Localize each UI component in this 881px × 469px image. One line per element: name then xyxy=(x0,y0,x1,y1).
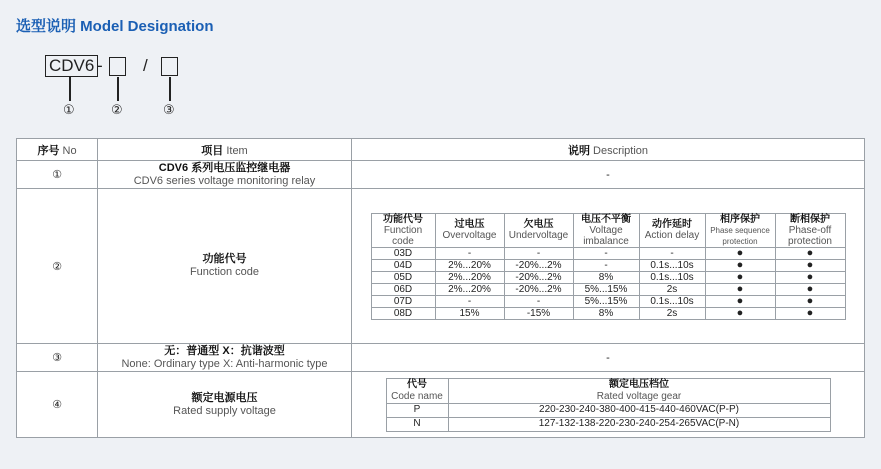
function-cell: ● xyxy=(705,259,775,271)
table-row xyxy=(17,344,865,372)
function-row xyxy=(371,271,845,283)
function-cell: 2s xyxy=(639,283,705,295)
row-item-cn: 额定电源电压 xyxy=(191,391,258,404)
function-cell: 2%...20% xyxy=(435,259,504,271)
function-cell: ● xyxy=(705,271,775,283)
voltage-header-row xyxy=(386,378,830,403)
row-item-cn: CDV6 系列电压监控继电器 xyxy=(158,161,291,174)
row-desc xyxy=(352,372,865,438)
header-no xyxy=(17,139,98,161)
row-item-en: None: Ordinary type X: Anti-harmonic type xyxy=(121,357,328,370)
row-item-en: CDV6 series voltage monitoring relay xyxy=(133,174,316,187)
fn-col-delay: 动作延时 Action delay xyxy=(639,213,705,247)
function-cell: 15% xyxy=(435,307,504,319)
code-marker-3: ③ xyxy=(163,102,175,117)
row-no: ③ xyxy=(17,344,98,372)
header-item xyxy=(98,139,352,161)
designation-table xyxy=(16,138,865,438)
function-cell: ● xyxy=(775,259,845,271)
function-row xyxy=(371,307,845,319)
code-leader-1 xyxy=(69,77,71,101)
code-slot-2 xyxy=(109,57,126,76)
table-header-row xyxy=(17,139,865,161)
function-row xyxy=(371,259,845,271)
row-item xyxy=(98,344,352,372)
function-cell: - xyxy=(639,247,705,259)
voltage-gear-table xyxy=(386,378,831,432)
function-cell: - xyxy=(435,295,504,307)
code-dash: - xyxy=(97,56,103,75)
function-cell: ● xyxy=(705,283,775,295)
function-cell: 0.1s...10s xyxy=(639,271,705,283)
voltage-cell: 127-132-138-220-230-240-254-265VAC(P-N) xyxy=(448,417,830,431)
function-cell: 0.1s...10s xyxy=(639,259,705,271)
header-item-en: Item xyxy=(226,144,248,157)
fn-col-phase-seq: 相序保护 Phase sequence protection xyxy=(705,213,775,247)
vt-col-code: 代号 Code name xyxy=(386,378,448,403)
code-marker-1: ① xyxy=(63,102,75,117)
table-row xyxy=(17,189,865,344)
function-cell: -15% xyxy=(504,307,573,319)
header-no-cn: 序号 xyxy=(37,144,60,157)
code-leader-2 xyxy=(117,77,119,101)
function-cell: 5%...15% xyxy=(573,283,639,295)
code-leader-3 xyxy=(169,77,171,101)
model-code-box: CDV6 xyxy=(45,55,98,77)
function-cell: -20%...2% xyxy=(504,283,573,295)
function-cell: 2s xyxy=(639,307,705,319)
voltage-cell: N xyxy=(386,417,448,431)
function-cell: -20%...2% xyxy=(504,271,573,283)
table-row xyxy=(17,161,865,189)
function-cell: 03D xyxy=(371,247,435,259)
function-cell: - xyxy=(435,247,504,259)
vt-col-gear: 额定电压档位 Rated voltage gear xyxy=(448,378,830,403)
row-desc: - xyxy=(352,161,865,189)
function-cell: ● xyxy=(775,283,845,295)
function-cell: 05D xyxy=(371,271,435,283)
row-item-cn: 功能代号 xyxy=(202,253,247,265)
row-item-en: Function code xyxy=(189,266,260,278)
function-cell: ● xyxy=(775,271,845,283)
function-cell: 06D xyxy=(371,283,435,295)
function-row xyxy=(371,283,845,295)
row-no: ④ xyxy=(17,372,98,438)
fn-col-over: 过电压 Overvoltage xyxy=(435,213,504,247)
function-cell: 07D xyxy=(371,295,435,307)
row-no: ① xyxy=(17,161,98,189)
row-item-en: Rated supply voltage xyxy=(173,404,276,417)
header-desc-en: Description xyxy=(593,144,649,157)
function-cell: ● xyxy=(775,247,845,259)
header-desc-cn: 说明 xyxy=(567,144,590,157)
voltage-row xyxy=(386,403,830,417)
row-item xyxy=(98,372,352,438)
row-desc: - xyxy=(352,344,865,372)
function-cell: - xyxy=(573,259,639,271)
function-cell: -20%...2% xyxy=(504,259,573,271)
page-title: 选型说明 Model Designation xyxy=(16,18,214,35)
function-cell: ● xyxy=(705,307,775,319)
function-cell: 0.1s...10s xyxy=(639,295,705,307)
function-cell: 08D xyxy=(371,307,435,319)
function-cell: 5%...15% xyxy=(573,295,639,307)
row-desc xyxy=(352,189,865,344)
table-row xyxy=(17,372,865,438)
code-slash: / xyxy=(143,56,148,75)
function-cell: ● xyxy=(705,247,775,259)
header-desc xyxy=(352,139,865,161)
row-no: ② xyxy=(17,189,98,344)
function-row xyxy=(371,295,845,307)
function-cell: 8% xyxy=(573,271,639,283)
header-no-en: No xyxy=(62,144,77,157)
fn-col-under: 欠电压 Undervoltage xyxy=(504,213,573,247)
code-marker-2: ② xyxy=(111,102,123,117)
function-cell: 04D xyxy=(371,259,435,271)
row-item xyxy=(98,189,352,344)
function-cell: - xyxy=(504,247,573,259)
function-cell: 2%...20% xyxy=(435,271,504,283)
function-row xyxy=(371,247,845,259)
function-cell: 8% xyxy=(573,307,639,319)
function-code-table xyxy=(371,213,846,320)
function-cell: ● xyxy=(775,307,845,319)
header-item-cn: 项目 xyxy=(201,144,224,157)
function-header-row xyxy=(371,213,845,247)
function-cell: ● xyxy=(775,295,845,307)
function-cell: - xyxy=(504,295,573,307)
fn-col-code: 功能代号 Function code xyxy=(371,213,435,247)
function-cell: - xyxy=(573,247,639,259)
voltage-cell: P xyxy=(386,403,448,417)
function-cell: 2%...20% xyxy=(435,283,504,295)
fn-col-phase-off: 断相保护 Phase-off protection xyxy=(775,213,845,247)
row-item-cn: 无：普通型 X：抗谐波型 xyxy=(164,344,285,357)
code-slot-3 xyxy=(161,57,178,76)
voltage-cell: 220-230-240-380-400-415-440-460VAC(P-P) xyxy=(448,403,830,417)
fn-col-imbalance: 电压不平衡 Voltage imbalance xyxy=(573,213,639,247)
voltage-row xyxy=(386,417,830,431)
function-cell: ● xyxy=(705,295,775,307)
row-item xyxy=(98,161,352,189)
model-code-diagram xyxy=(45,55,205,125)
